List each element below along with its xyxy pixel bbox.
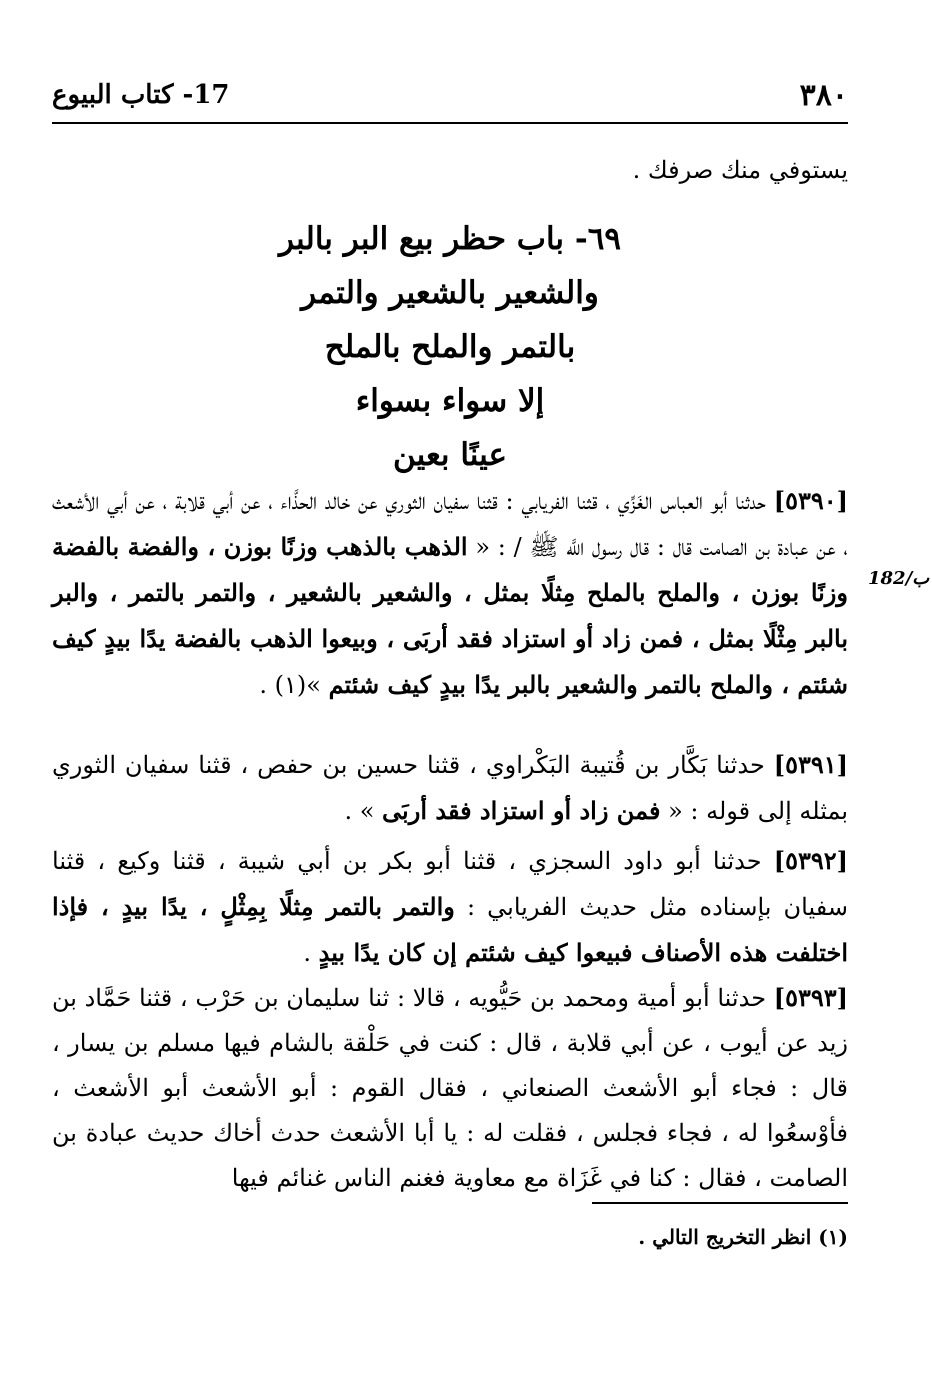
hadith-number: [٥٣٩٢]	[773, 846, 848, 875]
heading-line-5: عينًا بعين	[393, 437, 507, 473]
hadith-isnad: حدثنا بَكَّار بن قُتيبة البَكْراوي ، قثنا حسين بن حفص ، قثنا سفيان الثوري بمثله إلى قوله : «	[52, 751, 848, 825]
hadith-isnad: حدثنا أبو داود السجزي ، قثنا أبو بكر بن أبي شيبة ، قثنا وكيع ، قثنا سفيان بإسناده مثل حديث الفريابي :	[52, 847, 848, 921]
hadith-matn: والتمر بالتمر مِثلًا بِمِثْلٍ ، يدًا بيدٍ ، فإذا اختلفت هذه الأصناف فبيعوا كيف شئتم إن كان يدًا بيدٍ	[52, 892, 848, 967]
heading-line-2: والشعير بالشعير والتمر	[301, 275, 599, 311]
running-chapter-title: 17- كتاب البيوع	[52, 80, 230, 110]
heading-line-4: إلا سواء بسواء	[355, 383, 545, 419]
continuation-text: يستوفي منك صرفك .	[632, 156, 848, 184]
hadith-matn: الذهب بالذهب وزنًا بوزن ، والفضة بالفضة وزنًا بوزن ، والملح بالملح مِثلًا بمثل ، والشعير بالشعير ، والتمر بالتمر ، والبر بالبر مِثْلًا بمثل ، فمن زاد أو استزاد فقد أربَى ، وبيعوا الذهب بالفضة يدًا بيدٍ كيف شئتم ، والملح بالتمر والشعير بالبر يدًا بيدٍ كيف شئتم	[52, 532, 848, 699]
page-number: ٣٨٠	[799, 78, 848, 113]
hadith-number: [٥٣٩١]	[773, 750, 848, 779]
chapter-heading	[52, 212, 848, 482]
hadith-matn: فمن زاد أو استزاد فقد أربَى	[382, 796, 661, 825]
hadith-paragraph	[52, 478, 848, 708]
hadith-ending: »(١) .	[259, 671, 321, 699]
hadith-paragraph	[52, 742, 848, 834]
hadith-paragraph	[52, 975, 848, 1201]
manuscript-folio-note: 182/ب	[868, 568, 930, 589]
hadith-number: [٥٣٩٠]	[773, 486, 849, 515]
hadith-number: [٥٣٩٣]	[773, 983, 848, 1012]
hadith-ending: » .	[344, 797, 375, 825]
footnote-divider	[592, 1202, 848, 1204]
page-header	[52, 78, 848, 124]
hadith-isnad: حدثنا أبو أمية ومحمد بن حَيُّويه ، قالا : ثنا سليمان بن حَرْب ، قثنا حَمَّاد بن زيد عن أيوب ، عن أبي قلابة ، قال : كنت في حَلْقة بالشام فيها مسلم بن يسار ، قال : فجاء أبو الأشعث الصنعاني ، فقال القوم : أبو الأشعث أبو الأشعث ، فأوْسعُوا له ، فجاء فجلس ، فقلت له : يا أبا الأشعث حدث أخاك حديث عبادة بن الصامت ، فقال : كنا في غَزَاة مع معاوية فغنم الناس غنائم فيها	[52, 984, 849, 1192]
heading-line-1: ٦٩- باب حظر بيع البر بالبر	[278, 221, 622, 257]
hadith-paragraph	[52, 838, 848, 976]
hadith-ending: .	[303, 939, 311, 967]
heading-line-3: بالتمر والملح بالملح	[324, 329, 576, 365]
footnote: (١) انظر التخريج التالي .	[638, 1225, 848, 1249]
hadith-isnad: حدثنا أبو العباس الغَزِّي ، قثنا الفريابي : قثنا سفيان الثوري عن خالد الحذَّاء ، عن أبي قلابة ، عن أبي الأشعث ، عن عبادة بن الصامت قال : قال رسول اللَّه ﷺ / : «	[52, 487, 848, 561]
